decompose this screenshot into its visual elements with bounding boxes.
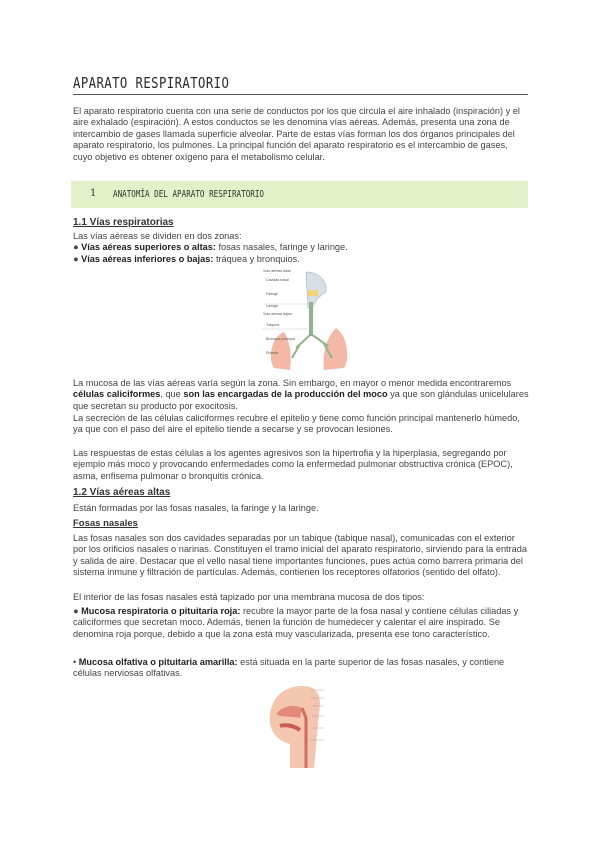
bullet-vias-bajas: ● Vías aéreas inferiores o bajas: tráquea y bronquios. [73,254,300,264]
heading-vias-altas: 1.2 Vías aéreas altas [73,487,171,498]
head-section-figure [262,684,348,768]
respiratory-tract-figure [262,268,352,372]
fig1-label: Laringe [266,304,278,308]
title-underline [73,94,528,95]
fig1-label: Cavidad nasal [266,278,289,282]
fig1-label: Pulmón [266,351,279,355]
vias-altas-intro: Están formadas por las fosas nasales, la faringe y la laringe. [73,503,319,513]
mucosa-paragraph-2: La secreción de las células caliciformes recubre el epitelio y tiene como función principal mantenerlo húmedo, ya que con el paso del aire el epitelio tiende a secarse y se provocan lesiones. [73,413,520,435]
mucosa-paragraph-1: La mucosa de las vías aéreas varía según la zona. Sin embargo, en mayor o menor medida encontraremos células caliciformes, que son las encargadas de la producción del moco ya que son glándulas unicelulares que secretan su producto por exocitosis. [73,378,529,411]
bullet-pituitaria-amarilla: • Mucosa olfativa o pituitaria amarilla: está situada en la parte superior de las fosas nasales, y contiene células nerviosas olfativas. [73,657,505,679]
bullet-pituitaria-roja: ● Mucosa respiratoria o pituitaria roja: recubre la mayor parte de la fosa nasal y contiene células ciliadas y caliciformes que secretan moco. Además, tienen la función de humedecer y calentar el aire inspirado. Se denomina roja porque, debido a que la zona está muy vascularizada, presenta ese tono característico. [73,606,519,639]
fosas-paragraph-2: El interior de las fosas nasales está tapizado por una membrana mucosa de dos tipos: [73,592,425,602]
fig1-label: Tráquea [266,323,280,327]
section-banner [71,181,528,208]
fig1-label: Faringe [266,292,279,296]
heading-vias-respiratorias: 1.1 Vías respiratorias [73,217,174,228]
fig1-label: Vías aéreas altas [263,269,291,273]
fig1-label: Vías aéreas bajas [263,312,292,316]
mucosa-paragraph-3: Las respuestas de estas células a los agentes agresivos son la hipertrofia y la hiperplasia, segregando por ejemplo más moco y provocando enfermedades como la enfermedad pulmonar obstructiva crónica (EPOC), asma, enfisema pulmonar o bronquitis crónica. [73,448,513,481]
vias-intro: Las vías aéreas se dividen en dos zonas: [73,231,242,241]
fosas-paragraph-1: Las fosas nasales son dos cavidades separadas por un tabique (tabique nasal), comunicadas con el exterior por los orificios nasales o narinas. Constituyen el tramo inicial del aparato respiratorio, sirviendo para la entrada y salida de aire. Destacar que el vello nasal tiene importantes funciones, pues actúa como barrera primaria del sistema inmune y filtración de partículas. Además, contienen los receptores olfatorios (sentido del olfato). [73,533,527,578]
fig1-label: Bronquio principal [266,337,295,341]
section-number: 1 [90,188,97,199]
section-title: ANATOMÍA DEL APARATO RESPIRATORIO [113,189,264,200]
bullet-vias-altas: ● Vías aéreas superiores o altas: fosas nasales, faringe y laringe. [73,242,348,252]
trachea-shape [309,302,313,336]
page-title: APARATO RESPIRATORIO [73,74,230,92]
heading-fosas-nasales: Fosas nasales [73,518,138,529]
intro-paragraph: El aparato respiratorio cuenta con una serie de conductos por los que circula el aire inhalado (inspiración) y el aire exhalado (espiración). A estos conductos se les denomina vías aéreas. Además, presenta una zona de intercambio de gases llamada superficie alveolar. Parte de estas vías forman los dos órganos principales del aparato respiratorio, los pulmones. La principal función del aparato respiratorio es el intercambio de gases, cuyo objetivo es obtener oxígeno para el metabolismo celular. [73,106,520,162]
nasal-cavity-shape [308,290,318,296]
